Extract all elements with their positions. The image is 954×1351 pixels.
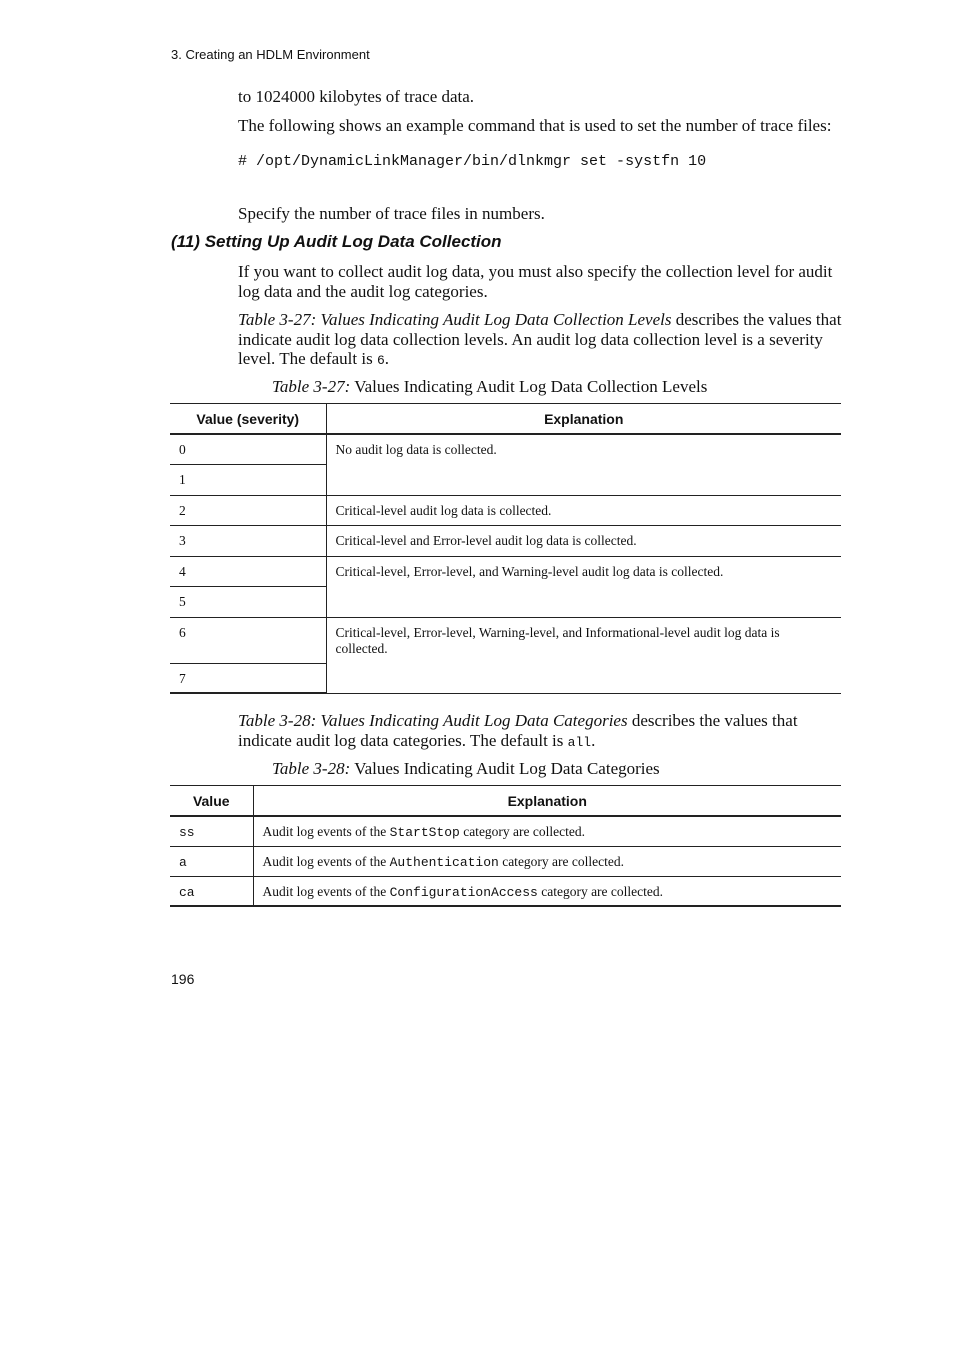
table1-value-cell: 6	[170, 617, 326, 663]
paragraph-table1-reference	[238, 310, 844, 371]
category-name: ConfigurationAccess	[389, 884, 538, 900]
command-example: # /opt/DynamicLinkManager/bin/dlnkmgr set -systfn 10	[238, 153, 707, 170]
category-value: ca	[179, 884, 195, 900]
collection-levels-table	[170, 403, 841, 694]
page-number: 196	[171, 971, 195, 987]
table1-value-cell: 2	[170, 495, 326, 525]
table2-caption	[272, 759, 660, 779]
explanation-text: category are collected.	[459, 824, 585, 839]
table1-value-cell: 7	[170, 663, 326, 693]
category-name: Authentication	[389, 854, 499, 870]
table2-caption-label: Table 3-28:	[272, 759, 351, 778]
paragraph-table2-reference	[238, 711, 844, 752]
paragraph-trace-size: to 1024000 kilobytes of trace data.	[238, 87, 475, 106]
table1-caption	[272, 377, 707, 397]
table1-reference-link[interactable]: Table 3-27: Values Indicating Audit Log Data Collection Levels	[238, 310, 672, 329]
table1-value-cell: 1	[170, 464, 326, 495]
table1-caption-title: Values Indicating Audit Log Data Collection Levels	[354, 377, 708, 396]
explanation-text: category are collected.	[498, 853, 624, 869]
running-header: 3. Creating an HDLM Environment	[171, 47, 370, 62]
table2-reference-link[interactable]: Table 3-28: Values Indicating Audit Log Data Categories	[238, 711, 628, 730]
table1-explanation-cell: Critical-level, Error-level, and Warning-level audit log data is collected.	[326, 556, 841, 617]
table1-value-cell: 4	[170, 556, 326, 586]
table1-caption-label: Table 3-27:	[272, 377, 351, 396]
paragraph-command-intro: The following shows an example command that is used to set the number of trace files:	[238, 116, 832, 135]
table2-explanation-cell	[253, 876, 841, 906]
ref2-end: .	[591, 730, 596, 750]
paragraph-trace-files: Specify the number of trace files in numbers.	[238, 204, 545, 223]
ref1-end: .	[384, 349, 390, 368]
explanation-text: Audit log events of the	[262, 883, 390, 899]
category-name: StartStop	[389, 825, 460, 840]
table1-explanation-cell: No audit log data is collected.	[326, 434, 841, 495]
table1-value-cell: 0	[170, 434, 326, 464]
categories-table	[170, 785, 841, 907]
category-value: ss	[179, 825, 195, 840]
table1-value-cell: 5	[170, 586, 326, 617]
explanation-text: Audit log events of the	[262, 853, 390, 869]
table2-explanation-cell	[253, 816, 841, 846]
table2-header-value: Value	[170, 786, 253, 817]
table1-explanation-cell: Critical-level audit log data is collected.	[326, 495, 841, 525]
paragraph-intro: If you want to collect audit log data, you must also specify the collection level for audit log data and the audit log categories.	[238, 262, 833, 301]
table2-value-cell	[170, 846, 253, 876]
default-category-value: all	[567, 734, 592, 750]
table2-caption-title: Values Indicating Audit Log Data Categories	[354, 759, 660, 778]
section-heading: (11) Setting Up Audit Log Data Collection	[171, 232, 502, 251]
ref2-text: describes the values that indicate audit log data categories. The default is	[238, 711, 798, 750]
table1-value-cell: 3	[170, 525, 326, 556]
table1-explanation-cell: Critical-level, Error-level, Warning-level, and Informational-level audit log data is collected.	[326, 617, 841, 693]
table2-value-cell	[170, 876, 253, 906]
default-level-value: 6	[376, 353, 385, 368]
category-value: a	[179, 854, 187, 870]
ref1-text: describes the values that indicate audit log data collection levels. An audit log data collection level is a severity level. The default is	[238, 310, 842, 368]
table2-value-cell	[170, 816, 253, 846]
table2-explanation-cell	[253, 846, 841, 876]
table1-header-value: Value (severity)	[170, 404, 326, 435]
explanation-text: Audit log events of the	[262, 824, 390, 839]
table1-explanation-cell: Critical-level and Error-level audit log data is collected.	[326, 525, 841, 556]
explanation-text: category are collected.	[537, 883, 664, 899]
table1-header-explanation: Explanation	[326, 404, 841, 435]
table2-header-explanation: Explanation	[253, 786, 841, 817]
